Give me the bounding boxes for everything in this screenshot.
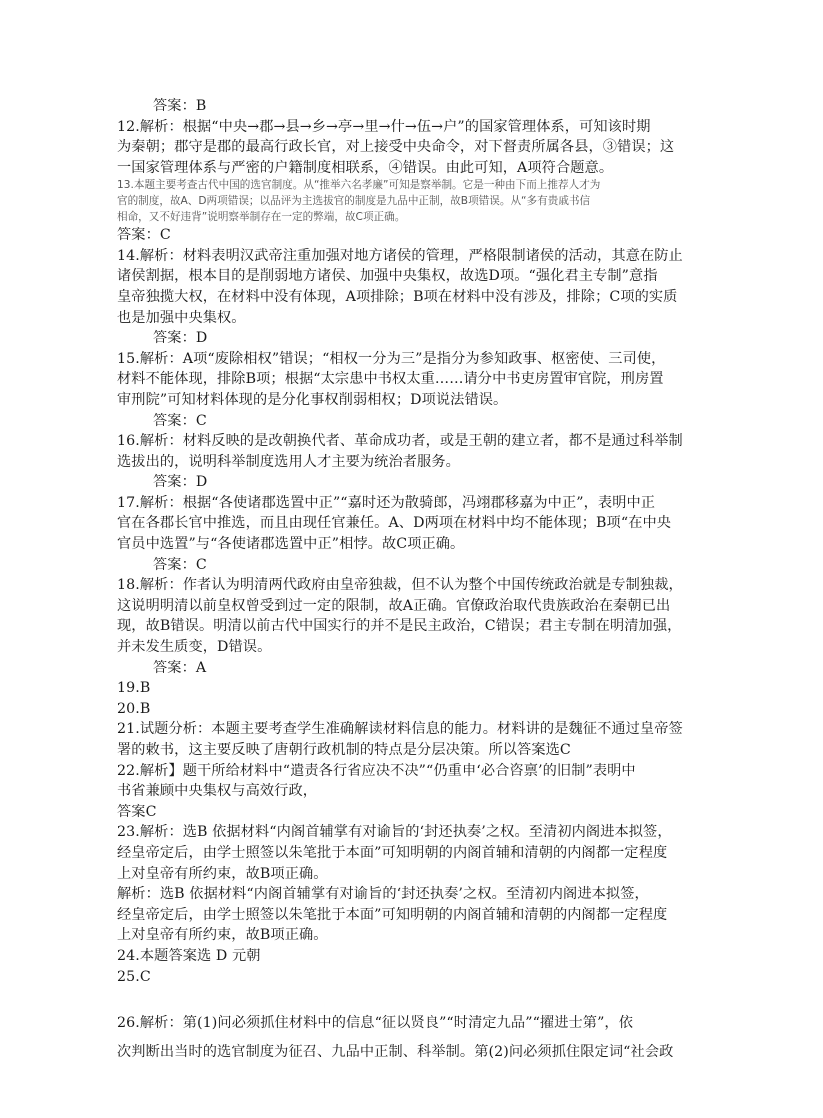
q12-line-1: 12.解析：根据“中央→郡→县→乡→亭→里→什→伍→户”的国家管理体系，可知该时期 — [117, 118, 651, 135]
answer-19: 19.B — [117, 680, 151, 697]
q18-line-4: 并未发生质变，D错误。 — [117, 639, 272, 656]
q21-line-2: 署的敕书，这主要反映了唐朝行政机制的特点是分层决策。所以答案选C — [117, 742, 571, 758]
document-page — [117, 96, 713, 1067]
q23b-line-3: 上对皇帝有所约束，故B项正确。 — [117, 927, 328, 944]
q17-line-2: 官在各郡长官中推选，而且由现任官兼任。A、D两项在材料中均不能体现；B项“在中央 — [117, 515, 672, 532]
q12-line-2: 为秦朝；郡守是郡的最高行政长官，对上接受中央命令，对下督责所属各县，③错误；这 — [117, 139, 675, 156]
q22-line-2: 书省兼顾中央集权与高效行政， — [117, 783, 318, 800]
q23b-line-1: 解析：选B 依据材料“内阁首辅掌有对谕旨的‘封还执奏’之权。至清初内阁进本拟签， — [117, 886, 649, 903]
answer-20: 20.B — [117, 700, 151, 717]
q23-line-3: 上对皇帝有所约束，故B项正确。 — [117, 865, 328, 882]
q13-line-3: 相命，又不好违背”说明察举制存在一定的弊端，故C项正确。 — [117, 210, 406, 223]
q23-line-1: 23.解析：选B 依据材料“内阁首辅掌有对谕旨的‘封还执奏’之权。至清初内阁进本拟签， — [117, 824, 672, 841]
answer-25: 25.C — [117, 968, 151, 985]
answer-17: 答案：C — [153, 556, 207, 573]
answer-15: 答案：C — [153, 412, 207, 429]
q18-line-3: 现，故B错误。明清以前古代中国实行的并不是民主政治，C错误；君主专制在明清加强， — [117, 618, 682, 635]
q23b-line-2: 经皇帝定后，由学士照签以朱笔批于本面”可知明朝的内阁首辅和清朝的内阁都一定程度 — [117, 906, 668, 923]
q14-line-2: 诸侯割据，根本目的是削弱地方诸侯、加强中央集权，故选D项。“强化君主专制”意指 — [117, 268, 658, 285]
q15-line-1: 15.解析：A项“废除相权”错误；“相权一分为三”是指分为参知政事、枢密使、三司使， — [117, 350, 666, 367]
q14-line-1: 14.解析：材料表明汉武帝注重加强对地方诸侯的管理，严格限制诸侯的活动，其意在防止 — [117, 247, 683, 264]
q17-line-1: 17.解析：根据“各使诸郡选置中正”“嘉时还为散骑郎，冯翊郡移嘉为中正”，表明中正 — [117, 494, 656, 511]
answer-24: 24.本题答案选 D 元朝 — [117, 947, 261, 964]
q14-line-3: 皇帝独揽大权，在材料中没有体现，A项排除；B项在材料中没有涉及，排除；C项的实质 — [117, 288, 678, 305]
q22-line-1: 22.解析】题干所给材料中“遣责各行省应决不决”“仍重申‘必合咨禀’的旧制”表明中 — [117, 762, 636, 779]
answer-11: 答案：B — [153, 98, 207, 114]
q23-line-2: 经皇帝定后，由学士照签以朱笔批于本面”可知明朝的内阁首辅和清朝的内阁都一定程度 — [117, 844, 668, 861]
q16-line-1: 16.解析：材料反映的是改朝换代者、革命成功者，或是王朝的建立者，都不是通过科举制 — [117, 433, 683, 450]
answer-22: 答案C — [117, 803, 157, 820]
q13-line-2: 官的制度，故A、D两项错误；以品评为主选拔官的制度是九品中正制，故B项错误。从“多有贵戚书信 — [117, 194, 591, 207]
spacer — [117, 987, 713, 1009]
answer-14: 答案：D — [153, 330, 208, 347]
q15-line-2: 材料不能体现，排除B项；根据“太宗患中书权太重……请分中书吏房置审官院，刑房置 — [117, 371, 664, 388]
answer-16: 答案：D — [153, 474, 208, 491]
q26-line-2: 次判断出当时的选官制度为征召、九品中正制、科举制。第(2)问必须抓住限定词“社会政 — [117, 1044, 674, 1061]
q16-line-2: 选拔出的，说明科举制度选用人才主要为统治者服务。 — [117, 453, 460, 470]
q18-line-1: 18.解析：作者认为明清两代政府由皇帝独裁，但不认为整个中国传统政治就是专制独裁， — [117, 577, 683, 594]
q12-line-3: 一国家管理体系与严密的户籍制度相联系，④错误。由此可知，A项符合题意。 — [117, 159, 614, 176]
q14-line-4: 也是加强中央集权。 — [117, 309, 246, 326]
q13-line-1: 13.本题主要考查古代中国的选官制度。从“推举六名孝廉”可知是察举制。它是一种由下而上推荐人才为 — [117, 179, 601, 192]
q26-line-1: 26.解析：第(1)问必须抓住材料中的信息“征以贤良”“时清定九品”“擢进士第”，依 — [117, 1015, 634, 1032]
q21-line-1: 21.试题分析：本题主要考查学生准确解读材料信息的能力。材料讲的是魏征不通过皇帝签 — [117, 721, 683, 738]
answer-18: 答案：A — [153, 659, 207, 676]
answer-13: 答案：C — [117, 227, 171, 244]
q15-line-3: 审刑院”可知材料体现的是分化事权削弱相权；D项说法错误。 — [117, 391, 508, 408]
q17-line-3: 官员中选置”与“各使诸郡选置中正”相悖。故C项正确。 — [117, 536, 465, 553]
q18-line-2: 这说明明清以前皇权曾受到过一定的限制，故A正确。官僚政治取代贵族政治在秦朝已出 — [117, 597, 671, 614]
